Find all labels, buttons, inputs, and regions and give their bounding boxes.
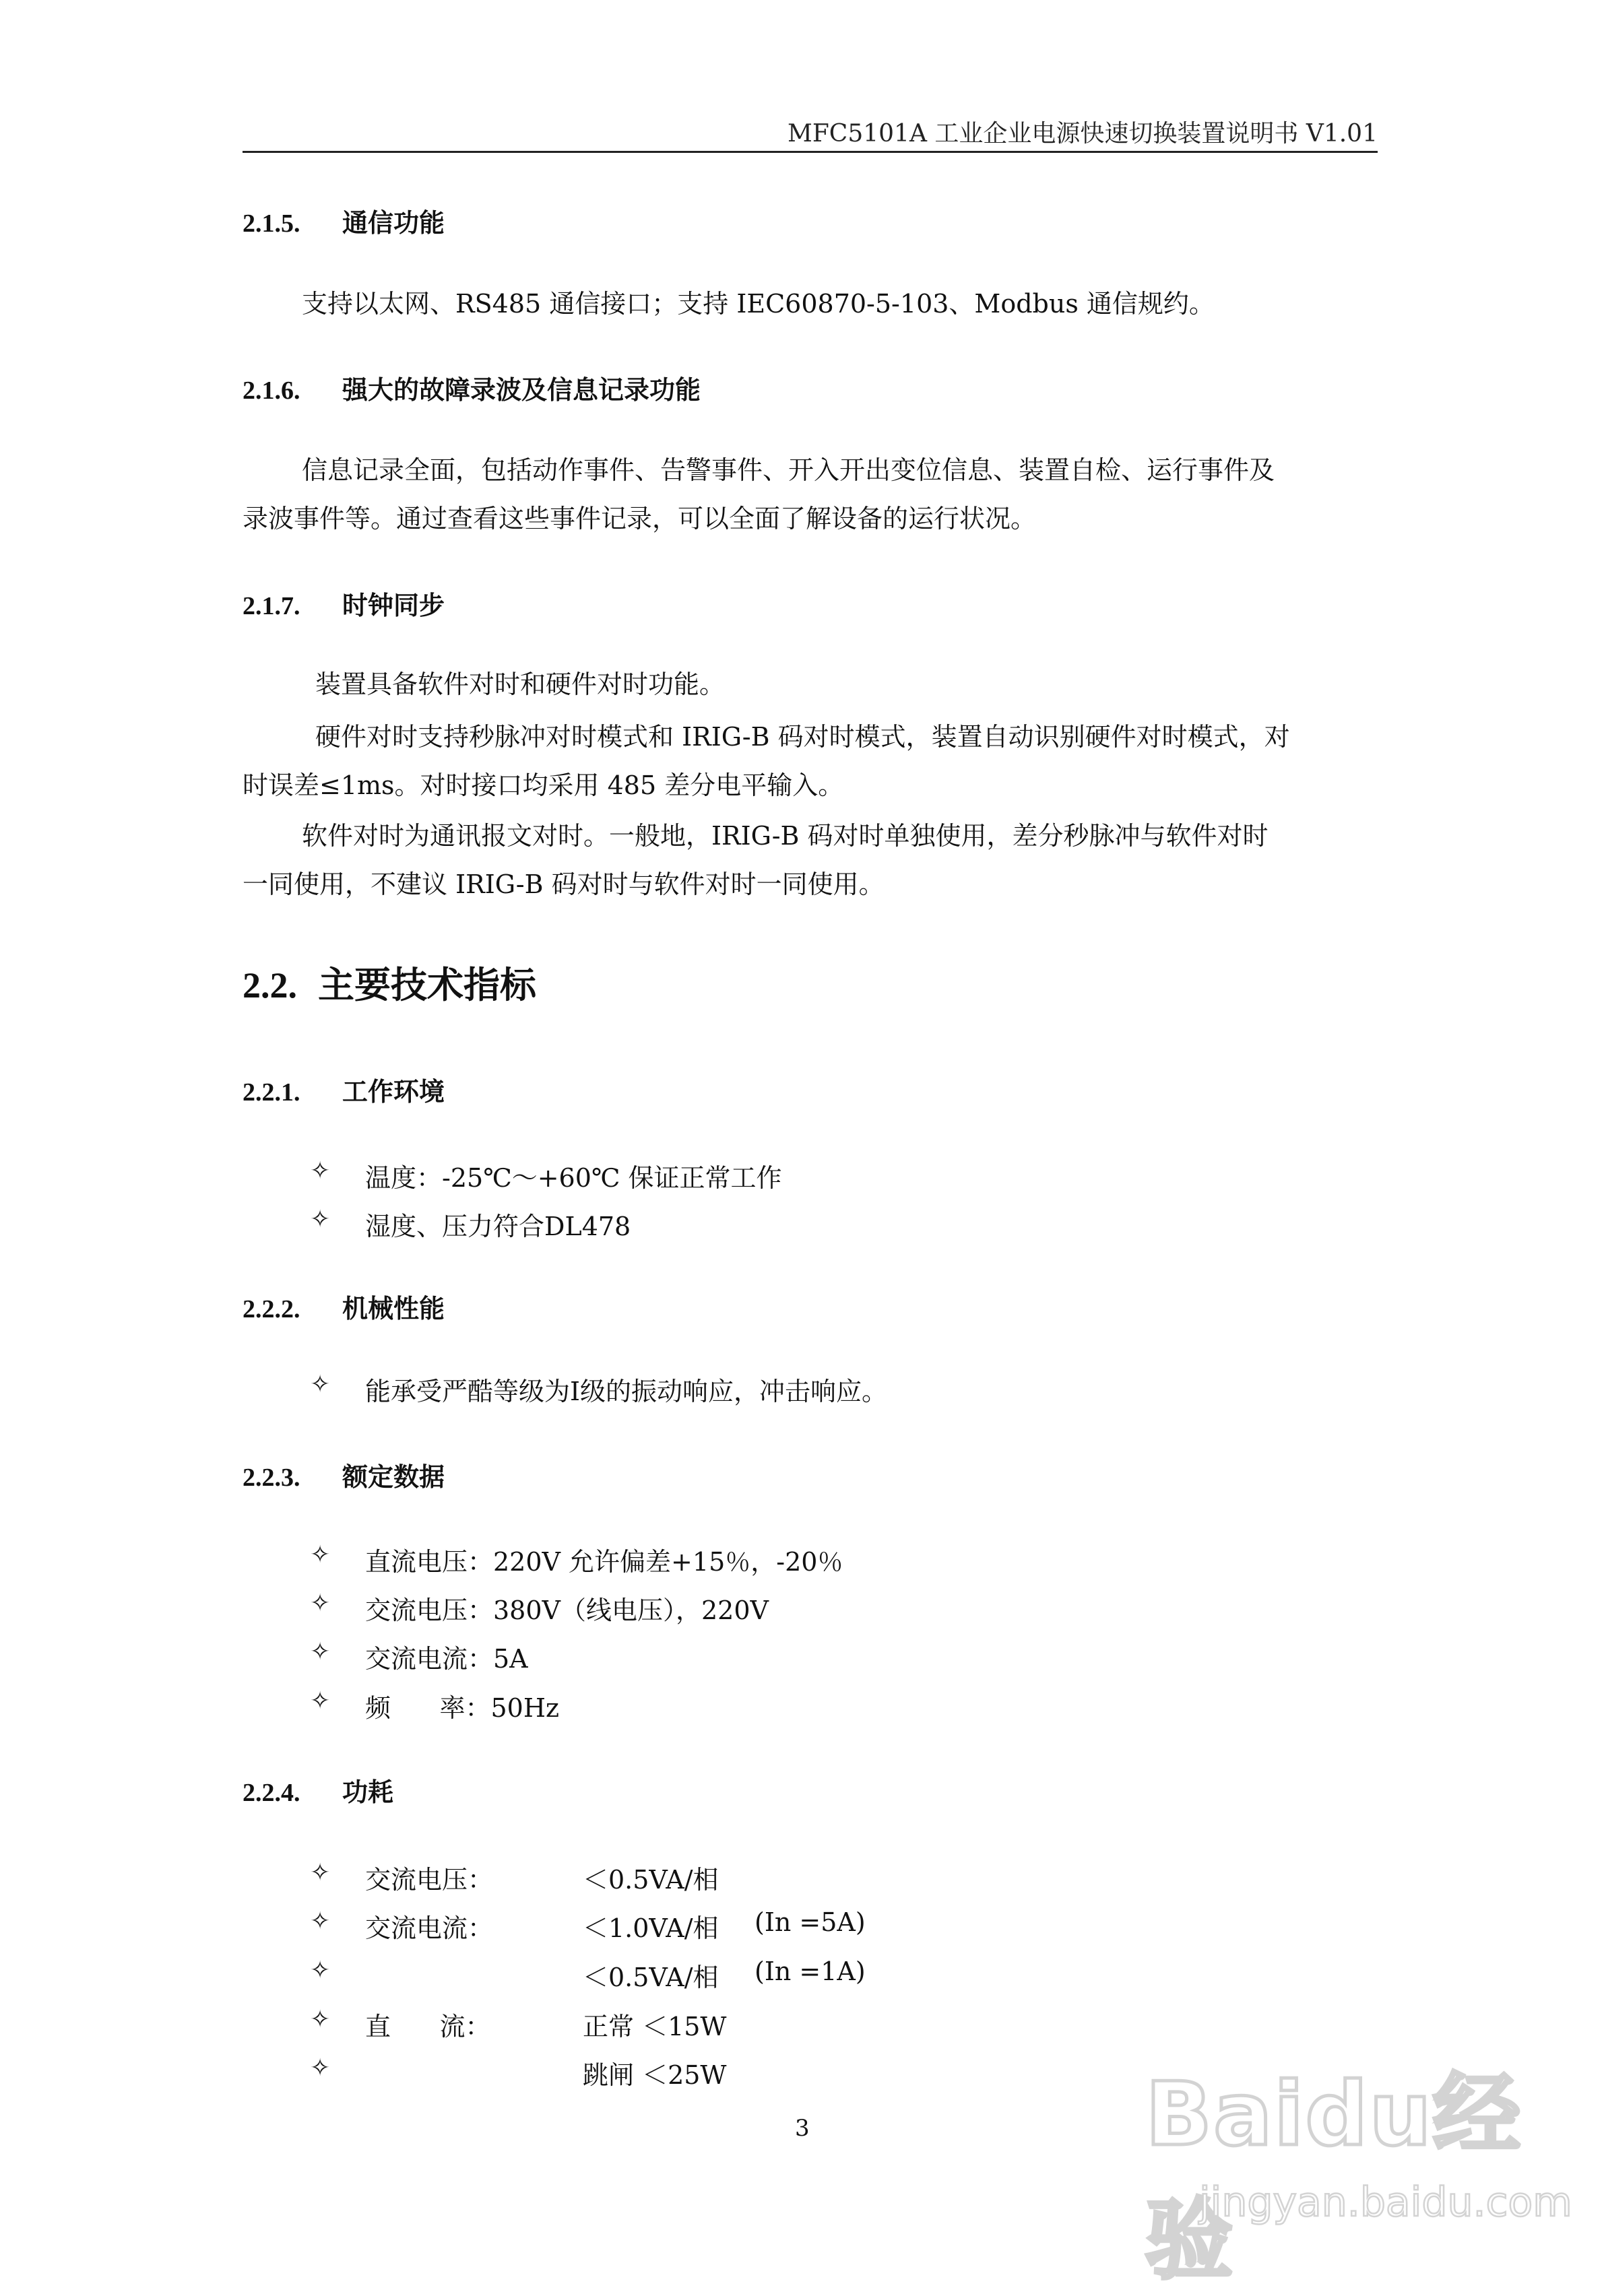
bullet-icon: ✧: [310, 1638, 331, 1666]
bullet-icon: ✧: [310, 1957, 331, 1984]
section-heading-2-1-5: [243, 202, 445, 239]
section-number: 2.1.6.: [243, 376, 300, 405]
paragraph-line: 录波事件等。通过查看这些事件记录，可以全面了解设备的运行状况。: [243, 504, 1037, 533]
bullet-icon: ✧: [310, 1206, 331, 1233]
section-number: 2.2.1.: [243, 1078, 300, 1107]
header-rule: [243, 151, 1378, 153]
watermark-url: jingyan.baidu.com: [1199, 2179, 1572, 2226]
section-title: 主要技术指标: [318, 964, 536, 1006]
document-header: MFC5101A 工业企业电源快速切换装置说明书 V1.01: [787, 120, 1378, 147]
bullet-icon: ✧: [310, 1687, 331, 1715]
section-title: 功耗: [342, 1777, 394, 1807]
section-heading-2-2-3: [243, 1456, 445, 1493]
section-title: 强大的故障录波及信息记录功能: [342, 375, 701, 405]
paragraph-line: 装置具备软件对时和硬件对时功能。: [315, 669, 726, 699]
section-heading-2-2-1: [243, 1071, 445, 1108]
bullet-icon: ✧: [310, 1157, 331, 1185]
page-number: 3: [795, 2115, 810, 2142]
section-heading-2-1-6: [243, 369, 701, 406]
paragraph: 支持以太网、RS485 通信接口；支持 IEC60870-5-103、Modbus 通信规约。: [302, 289, 1215, 319]
section-number: 2.1.7.: [243, 592, 300, 620]
section-number: 2.2.3.: [243, 1464, 300, 1492]
section-number: 2.2.4.: [243, 1779, 300, 1807]
bullet-icon: ✧: [310, 1541, 331, 1569]
bullet-icon: ✧: [310, 2054, 331, 2082]
section-heading-2-2: [243, 956, 536, 1008]
section-title: 额定数据: [342, 1462, 445, 1492]
baidu-watermark: [1145, 2044, 1572, 2291]
paragraph-line: 时误差≤1ms。对时接口均采用 485 差分电平输入。: [243, 770, 844, 800]
section-number: 2.2.: [243, 965, 297, 1006]
bullet-icon: ✧: [310, 1859, 331, 1887]
paragraph-line: 一同使用，不建议 IRIG-B 码对时与软件对时一同使用。: [243, 870, 885, 899]
bullet-icon: ✧: [310, 1589, 331, 1617]
bullet-icon: ✧: [310, 1907, 331, 1935]
section-heading-2-1-7: [243, 585, 445, 622]
section-heading-2-2-2: [243, 1288, 445, 1325]
section-title: 通信功能: [342, 208, 445, 238]
section-title: 机械性能: [342, 1294, 445, 1323]
watermark-logo: Baidu经验: [1145, 2063, 1522, 2291]
bullet-icon: ✧: [310, 1371, 331, 1398]
section-heading-2-2-4: [243, 1771, 393, 1808]
section-number: 2.2.2.: [243, 1295, 300, 1323]
section-title: 时钟同步: [342, 591, 445, 620]
section-title: 工作环境: [342, 1077, 445, 1107]
paragraph-line: 信息记录全面，包括动作事件、告警事件、开入开出变位信息、装置自检、运行事件及: [302, 455, 1275, 485]
paragraph-line: 硬件对时支持秒脉冲对时模式和 IRIG-B 码对时模式，装置自动识别硬件对时模式，对: [315, 722, 1290, 752]
section-number: 2.1.5.: [243, 209, 300, 238]
bullet-icon: ✧: [310, 2006, 331, 2033]
paragraph-line: 软件对时为通讯报文对时。一般地，IRIG-B 码对时单独使用，差分秒脉冲与软件对时: [302, 821, 1269, 851]
